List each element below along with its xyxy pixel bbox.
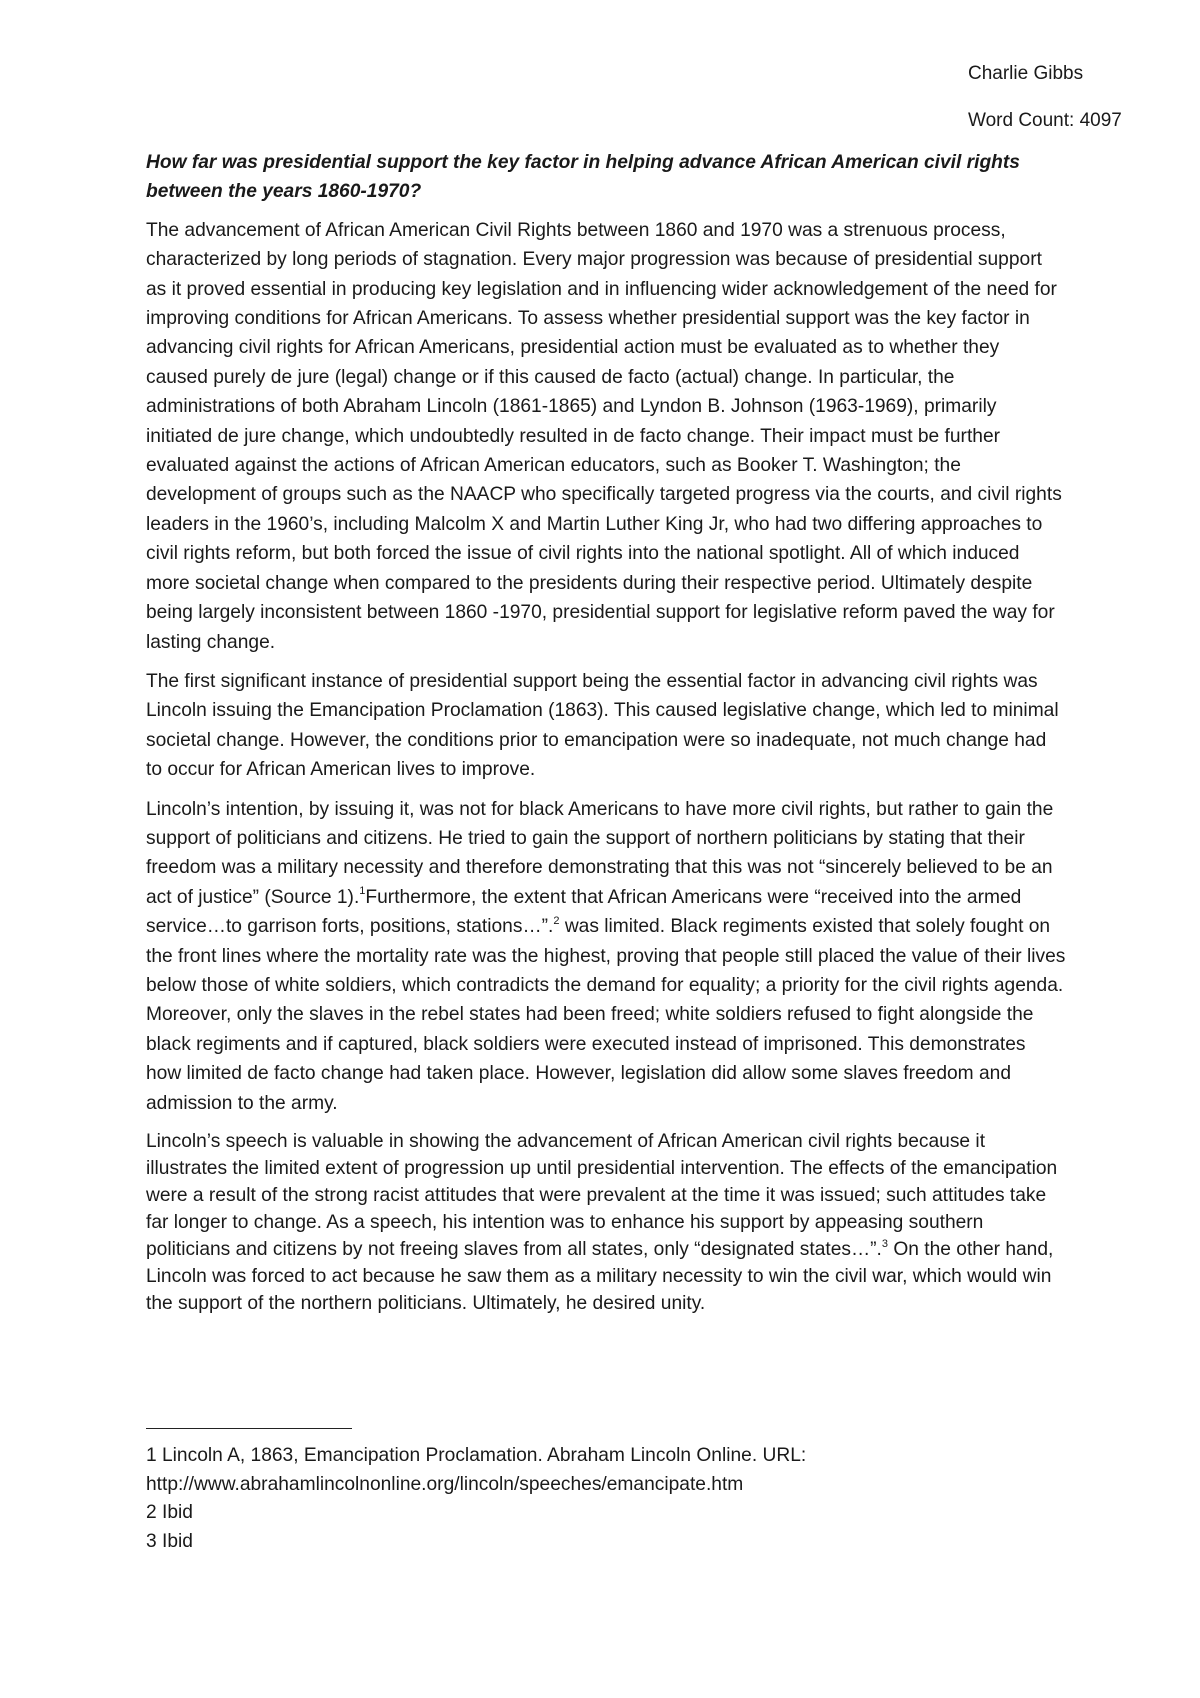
footnote-reference[interactable]: 1 <box>359 885 366 898</box>
paragraph-emancipation: The first significant instance of presidential support being the essential factor in advancing civil rights was Lincoln issuing the Emancipation Proclamation (1863). This caused legislative change, which led to minimal societal change. However, the conditions prior to emancipation were so inadequate, not much change had to occur for African American lives to improve. <box>146 670 1059 781</box>
footnote-1-url[interactable]: http://www.abrahamlincolnonline.org/lincoln/speeches/emancipate.htm <box>146 1473 744 1495</box>
footnote-2: 2 Ibid <box>146 1502 193 1524</box>
footnotes <box>146 1442 1066 1556</box>
paragraph-text: On the other hand, Lincoln was forced to act because he saw them as a military necessity to win the civil war, which would win the support of the northern politicians. Ultimately, he desired unity. <box>146 1239 1054 1314</box>
essay-body <box>146 148 1066 1327</box>
paragraph-introduction: The advancement of African American Civil Rights between 1860 and 1970 was a strenuous process, characterized by long periods of stagnation. Every major progression was because of presidential support as it proved essential in producing key legislation and in influencing wider acknowledgement of the need for improving conditions for African Americans. To assess whether presidential support was the key factor in advancing civil rights for African Americans, presidential action must be evaluated as to whether they caused purely de jure (legal) change or if this caused de facto (actual) change. In particular, the administrations of both Abraham Lincoln (1861-1865) and Lyndon B. Johnson (1963-1969), primarily initiated de jure change, which undoubtedly resulted in de facto change. Their impact must be further evaluated against the actions of African American educators, such as Booker T. Washington; the development of groups such as the NAACP who specifically targeted progress via the courts, and civil rights leaders in the 1960’s, including Malcolm X and Martin Luther King Jr, who had two differing approaches to civil rights reform, but both forced the issue of civil rights into the national spotlight. All of which induced more societal change when compared to the presidents during their respective period. Ultimately despite being largely inconsistent between 1860 -1970, presidential support for legislative reform paved the way for lasting change. <box>146 219 1062 653</box>
paragraph-text: Lincoln’s intention, by issuing it, was not for black Americans to have more civil rights, but rather to gain the support of politicians and citizens. He tried to gain the support of northern politicians by stating that their freedom was a military necessity and therefore demonstrating that this was not “sincerely believed to be an act of justice” (Source 1). <box>146 798 1054 908</box>
footnote-separator <box>146 1428 352 1429</box>
footnote-3: 3 Ibid <box>146 1530 193 1552</box>
footnote-1: 1 Lincoln A, 1863, Emancipation Proclamation. Abraham Lincoln Online. URL: <box>146 1445 807 1466</box>
paragraph-text: was limited. Black regiments existed that solely fought on the front lines where the mortality rate was the highest, proving that people still placed the value of their lives below those of white soldiers, which contradicts the demand for equality; a priority for the civil rights agenda. Moreover, only the slaves in the rebel states had been freed; white soldiers refused to fight alongside the black regiments and if captured, black soldiers were executed instead of imprisoned. This demonstrates how limited de facto change had taken place. However, legislation did allow some slaves freedom and admission to the army. <box>146 916 1066 1114</box>
footnote-reference[interactable]: 2 <box>553 914 560 927</box>
paragraph-text: Lincoln’s speech is valuable in showing the advancement of African American civil rights because it illustrates the limited extent of progression up until presidential intervention. The effects of the emancipation were a result of the strong racist attitudes that were prevalent at the time it was issued; such attitudes take far longer to change. As a speech, his intention was to enhance his support by appeasing southern politicians and citizens by not freeing slaves from all states, only “designated states…”. <box>146 1131 1058 1260</box>
word-count: Word Count: 4097 <box>968 110 1122 131</box>
footnote-reference[interactable]: 3 <box>881 1237 889 1250</box>
author-name: Charlie Gibbs <box>968 63 1084 84</box>
paragraph-lincoln-speech <box>146 1128 1066 1317</box>
paragraph-text: Furthermore, the extent that African Americans were “received into the armed service…to garrison forts, positions, stations…”. <box>146 886 1022 938</box>
essay-title: How far was presidential support the key factor in helping advance African American civil rights between the years 1860-1970? <box>146 152 1020 203</box>
paragraph-lincoln-intention <box>146 795 1066 1118</box>
